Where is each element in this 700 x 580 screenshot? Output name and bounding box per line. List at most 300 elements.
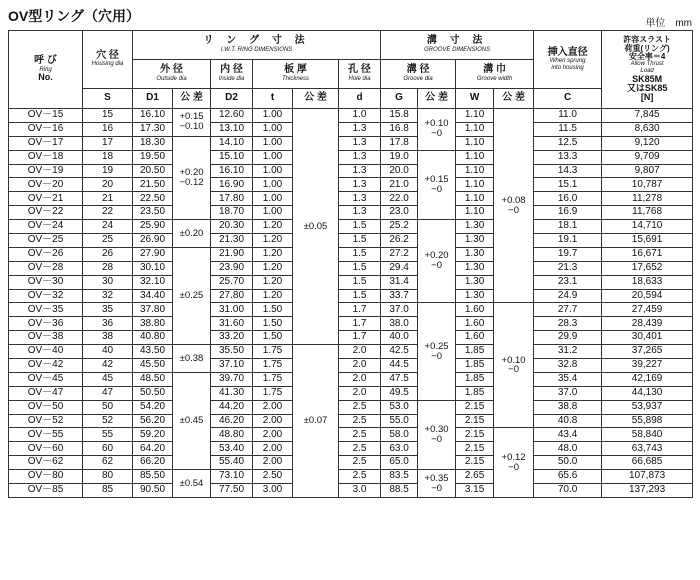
header-outside-dia: 外 径 Outside dia (133, 60, 211, 89)
table-row (9, 261, 693, 275)
header-insert-dia: 挿入直径 When sprung into housing (534, 31, 602, 89)
cell-thickness: 1.20 (253, 275, 293, 289)
cell-hole-dia: 1.7 (339, 331, 381, 345)
cell-groove-dia: 25.2 (381, 220, 418, 234)
table-row (9, 456, 693, 470)
cell-insert-dia: 16.9 (534, 206, 602, 220)
cell-thickness: 1.00 (253, 122, 293, 136)
cell-hole-dia: 2.0 (339, 359, 381, 373)
cell-outside-dia: 90.50 (133, 484, 173, 498)
sym-t: t (253, 89, 293, 109)
cell-thickness: 2.00 (253, 400, 293, 414)
cell-housing-dia: 36 (83, 317, 133, 331)
cell-housing-dia: 60 (83, 442, 133, 456)
cell-outside-dia: 30.10 (133, 261, 173, 275)
cell-groove-dia: 27.2 (381, 247, 418, 261)
cell-hole-dia: 2.0 (339, 372, 381, 386)
cell-inside-dia: 31.60 (211, 317, 253, 331)
cell-thickness: 2.00 (253, 442, 293, 456)
cell-thrust-load: 17,652 (602, 261, 693, 275)
cell-thrust-load: 63,743 (602, 442, 693, 456)
cell-hole-dia: 1.5 (339, 261, 381, 275)
cell-hole-dia: 2.5 (339, 414, 381, 428)
cell-outside-dia: 37.80 (133, 303, 173, 317)
tolerance-cell: +0.15 −0 (418, 150, 456, 219)
cell-inside-dia: 33.20 (211, 331, 253, 345)
tolerance-cell: ±0.38 (173, 345, 211, 373)
cell-hole-dia: 2.5 (339, 428, 381, 442)
table-row (9, 359, 693, 373)
cell-ring-no: OV－47 (9, 386, 83, 400)
cell-outside-dia: 23.50 (133, 206, 173, 220)
cell-groove-dia: 58.0 (381, 428, 418, 442)
cell-ring-no: OV－38 (9, 331, 83, 345)
sym-c: C (534, 89, 602, 109)
cell-groove-width: 1.60 (456, 317, 494, 331)
cell-inside-dia: 48.80 (211, 428, 253, 442)
cell-groove-dia: 53.0 (381, 400, 418, 414)
cell-insert-dia: 37.0 (534, 386, 602, 400)
cell-outside-dia: 20.50 (133, 164, 173, 178)
cell-groove-dia: 29.4 (381, 261, 418, 275)
cell-thrust-load: 11,768 (602, 206, 693, 220)
cell-thickness: 1.75 (253, 345, 293, 359)
tolerance-cell: +0.30 −0 (418, 400, 456, 469)
cell-thrust-load: 107,873 (602, 470, 693, 484)
cell-groove-dia: 33.7 (381, 289, 418, 303)
table-row (9, 331, 693, 345)
cell-inside-dia: 55.40 (211, 456, 253, 470)
cell-housing-dia: 22 (83, 206, 133, 220)
cell-thrust-load: 15,691 (602, 234, 693, 248)
cell-groove-width: 1.30 (456, 247, 494, 261)
cell-hole-dia: 1.3 (339, 164, 381, 178)
header-groove-dimensions: 溝 寸 法 GROOVE DIMENSIONS (381, 31, 534, 60)
cell-groove-dia: 63.0 (381, 442, 418, 456)
cell-thickness: 1.20 (253, 289, 293, 303)
cell-insert-dia: 43.4 (534, 428, 602, 442)
cell-thrust-load: 44,130 (602, 386, 693, 400)
cell-inside-dia: 15.10 (211, 150, 253, 164)
cell-housing-dia: 15 (83, 109, 133, 123)
cell-outside-dia: 54.20 (133, 400, 173, 414)
table-row (9, 470, 693, 484)
cell-insert-dia: 70.0 (534, 484, 602, 498)
table-row (9, 220, 693, 234)
cell-inside-dia: 16.10 (211, 164, 253, 178)
tolerance-cell: ±0.07 (293, 345, 339, 498)
cell-thrust-load: 18,633 (602, 275, 693, 289)
table-row (9, 275, 693, 289)
sym-g: G (381, 89, 418, 109)
cell-groove-dia: 55.0 (381, 414, 418, 428)
cell-inside-dia: 18.70 (211, 206, 253, 220)
sym-d: d (339, 89, 381, 109)
sym-s: S (83, 89, 133, 109)
cell-thickness: 1.50 (253, 331, 293, 345)
cell-ring-no: OV－52 (9, 414, 83, 428)
cell-outside-dia: 34.40 (133, 289, 173, 303)
cell-inside-dia: 25.70 (211, 275, 253, 289)
cell-inside-dia: 12.60 (211, 109, 253, 123)
cell-ring-no: OV－26 (9, 247, 83, 261)
cell-thrust-load: 11,278 (602, 192, 693, 206)
table-row (9, 109, 693, 123)
cell-outside-dia: 26.90 (133, 234, 173, 248)
table-row (9, 317, 693, 331)
cell-ring-no: OV－16 (9, 122, 83, 136)
table-row (9, 400, 693, 414)
cell-inside-dia: 41.30 (211, 386, 253, 400)
cell-thrust-load: 30,401 (602, 331, 693, 345)
tolerance-cell: ±0.05 (293, 109, 339, 345)
table-row (9, 178, 693, 192)
cell-insert-dia: 38.8 (534, 400, 602, 414)
tolerance-cell: +0.20 −0 (418, 220, 456, 303)
cell-thickness: 1.00 (253, 192, 293, 206)
cell-ring-no: OV－18 (9, 150, 83, 164)
table-row (9, 442, 693, 456)
cell-insert-dia: 21.3 (534, 261, 602, 275)
cell-outside-dia: 25.90 (133, 220, 173, 234)
table-row (9, 192, 693, 206)
cell-insert-dia: 12.5 (534, 136, 602, 150)
table-body (9, 109, 693, 498)
cell-groove-width: 2.15 (456, 414, 494, 428)
cell-groove-width: 1.10 (456, 122, 494, 136)
cell-groove-dia: 17.8 (381, 136, 418, 150)
cell-inside-dia: 17.80 (211, 192, 253, 206)
cell-hole-dia: 2.5 (339, 442, 381, 456)
cell-insert-dia: 11.0 (534, 109, 602, 123)
cell-groove-width: 1.10 (456, 136, 494, 150)
table-row (9, 386, 693, 400)
cell-inside-dia: 20.30 (211, 220, 253, 234)
cell-outside-dia: 17.30 (133, 122, 173, 136)
cell-groove-dia: 88.5 (381, 484, 418, 498)
cell-groove-width: 1.85 (456, 372, 494, 386)
cell-groove-width: 1.85 (456, 345, 494, 359)
table-row (9, 234, 693, 248)
cell-ring-no: OV－28 (9, 261, 83, 275)
cell-housing-dia: 17 (83, 136, 133, 150)
cell-inside-dia: 21.30 (211, 234, 253, 248)
cell-ring-no: OV－55 (9, 428, 83, 442)
tolerance-cell: ±0.54 (173, 470, 211, 498)
cell-hole-dia: 1.0 (339, 109, 381, 123)
unit-label: 単位 mm (645, 18, 692, 29)
cell-thrust-load: 66,685 (602, 456, 693, 470)
cell-housing-dia: 42 (83, 359, 133, 373)
cell-ring-no: OV－20 (9, 178, 83, 192)
cell-thrust-load: 7,845 (602, 109, 693, 123)
cell-thickness: 2.00 (253, 428, 293, 442)
cell-groove-width: 1.10 (456, 192, 494, 206)
cell-outside-dia: 32.10 (133, 275, 173, 289)
cell-thrust-load: 53,937 (602, 400, 693, 414)
cell-housing-dia: 21 (83, 192, 133, 206)
sym-w-tol: 公 差 (494, 89, 534, 109)
sym-d1-tol: 公 差 (173, 89, 211, 109)
cell-hole-dia: 2.5 (339, 400, 381, 414)
cell-thickness: 1.50 (253, 317, 293, 331)
cell-thickness: 1.20 (253, 220, 293, 234)
cell-groove-dia: 49.5 (381, 386, 418, 400)
cell-groove-width: 1.10 (456, 178, 494, 192)
cell-insert-dia: 16.0 (534, 192, 602, 206)
cell-thrust-load: 8,630 (602, 122, 693, 136)
cell-thickness: 1.20 (253, 261, 293, 275)
cell-insert-dia: 14.3 (534, 164, 602, 178)
cell-inside-dia: 35.50 (211, 345, 253, 359)
table-row (9, 345, 693, 359)
cell-hole-dia: 3.0 (339, 484, 381, 498)
cell-groove-width: 3.15 (456, 484, 494, 498)
table-row (9, 289, 693, 303)
header-groove-width: 溝 巾 Groove width (456, 60, 534, 89)
cell-thickness: 2.00 (253, 456, 293, 470)
tolerance-cell: ±0.45 (173, 372, 211, 469)
tolerance-cell: +0.15 −0.10 (173, 109, 211, 137)
cell-thrust-load: 58,840 (602, 428, 693, 442)
cell-outside-dia: 19.50 (133, 150, 173, 164)
cell-thickness: 1.00 (253, 150, 293, 164)
cell-insert-dia: 19.1 (534, 234, 602, 248)
cell-insert-dia: 24.9 (534, 289, 602, 303)
tolerance-cell: +0.10 −0 (494, 303, 534, 428)
cell-thickness: 1.50 (253, 303, 293, 317)
cell-inside-dia: 44.20 (211, 400, 253, 414)
cell-thrust-load: 9,709 (602, 150, 693, 164)
table-row (9, 136, 693, 150)
cell-thrust-load: 20,594 (602, 289, 693, 303)
cell-inside-dia: 46.20 (211, 414, 253, 428)
cell-groove-width: 2.65 (456, 470, 494, 484)
cell-insert-dia: 29.9 (534, 331, 602, 345)
cell-outside-dia: 56.20 (133, 414, 173, 428)
cell-groove-width: 1.10 (456, 150, 494, 164)
cell-hole-dia: 1.3 (339, 136, 381, 150)
cell-insert-dia: 23.1 (534, 275, 602, 289)
cell-thrust-load: 55,898 (602, 414, 693, 428)
cell-inside-dia: 14.10 (211, 136, 253, 150)
cell-outside-dia: 38.80 (133, 317, 173, 331)
cell-groove-dia: 44.5 (381, 359, 418, 373)
header-hole-dia: 孔 径 Hole dia (339, 60, 381, 89)
sym-g-tol: 公 差 (418, 89, 456, 109)
cell-groove-dia: 38.0 (381, 317, 418, 331)
header-inside-dia: 内 径 Inside dia (211, 60, 253, 89)
cell-ring-no: OV－50 (9, 400, 83, 414)
cell-thrust-load: 16,671 (602, 247, 693, 261)
tolerance-cell: +0.08 −0 (494, 109, 534, 303)
cell-inside-dia: 13.10 (211, 122, 253, 136)
sym-d2: D2 (211, 89, 253, 109)
cell-housing-dia: 25 (83, 234, 133, 248)
cell-ring-no: OV－36 (9, 317, 83, 331)
table-row (9, 247, 693, 261)
cell-hole-dia: 1.3 (339, 178, 381, 192)
cell-outside-dia: 50.50 (133, 386, 173, 400)
cell-groove-dia: 26.2 (381, 234, 418, 248)
cell-thrust-load: 9,807 (602, 164, 693, 178)
cell-insert-dia: 31.2 (534, 345, 602, 359)
cell-groove-dia: 37.0 (381, 303, 418, 317)
cell-hole-dia: 1.5 (339, 275, 381, 289)
sym-t-tol: 公 差 (293, 89, 339, 109)
tolerance-cell: +0.35 −0 (418, 470, 456, 498)
cell-outside-dia: 64.20 (133, 442, 173, 456)
cell-housing-dia: 52 (83, 414, 133, 428)
table-row (9, 150, 693, 164)
cell-thickness: 1.00 (253, 136, 293, 150)
header-groove-dia: 溝 径 Groove dia (381, 60, 456, 89)
cell-inside-dia: 39.70 (211, 372, 253, 386)
sym-d1: D1 (133, 89, 173, 109)
cell-thrust-load: 37,265 (602, 345, 693, 359)
cell-insert-dia: 27.7 (534, 303, 602, 317)
cell-thrust-load: 137,293 (602, 484, 693, 498)
cell-ring-no: OV－30 (9, 275, 83, 289)
tolerance-cell: +0.12 −0 (494, 428, 534, 497)
cell-groove-width: 1.30 (456, 220, 494, 234)
cell-hole-dia: 1.5 (339, 289, 381, 303)
cell-groove-dia: 15.8 (381, 109, 418, 123)
cell-inside-dia: 16.90 (211, 178, 253, 192)
cell-outside-dia: 59.20 (133, 428, 173, 442)
sym-w: W (456, 89, 494, 109)
cell-insert-dia: 35.4 (534, 372, 602, 386)
table-row (9, 122, 693, 136)
cell-groove-dia: 20.0 (381, 164, 418, 178)
cell-ring-no: OV－40 (9, 345, 83, 359)
cell-outside-dia: 66.20 (133, 456, 173, 470)
cell-outside-dia: 18.30 (133, 136, 173, 150)
cell-groove-dia: 40.0 (381, 331, 418, 345)
cell-insert-dia: 18.1 (534, 220, 602, 234)
cell-ring-no: OV－42 (9, 359, 83, 373)
cell-hole-dia: 1.3 (339, 150, 381, 164)
cell-groove-width: 1.30 (456, 289, 494, 303)
cell-inside-dia: 37.10 (211, 359, 253, 373)
cell-ring-no: OV－45 (9, 372, 83, 386)
table-row (9, 206, 693, 220)
cell-thickness: 1.75 (253, 386, 293, 400)
cell-insert-dia: 11.5 (534, 122, 602, 136)
cell-thrust-load: 28,439 (602, 317, 693, 331)
cell-thickness: 1.75 (253, 372, 293, 386)
cell-insert-dia: 13.3 (534, 150, 602, 164)
cell-housing-dia: 50 (83, 400, 133, 414)
cell-ring-no: OV－24 (9, 220, 83, 234)
cell-groove-dia: 47.5 (381, 372, 418, 386)
cell-groove-dia: 65.0 (381, 456, 418, 470)
cell-outside-dia: 27.90 (133, 247, 173, 261)
cell-ring-no: OV－22 (9, 206, 83, 220)
cell-housing-dia: 35 (83, 303, 133, 317)
cell-housing-dia: 16 (83, 122, 133, 136)
tolerance-cell: +0.25 −0 (418, 303, 456, 400)
cell-insert-dia: 48.0 (534, 442, 602, 456)
cell-groove-dia: 83.5 (381, 470, 418, 484)
cell-groove-width: 2.15 (456, 442, 494, 456)
cell-thickness: 1.00 (253, 109, 293, 123)
cell-outside-dia: 22.50 (133, 192, 173, 206)
cell-hole-dia: 2.0 (339, 345, 381, 359)
cell-outside-dia: 45.50 (133, 359, 173, 373)
cell-inside-dia: 27.80 (211, 289, 253, 303)
tolerance-cell: ±0.20 (173, 220, 211, 248)
cell-groove-width: 1.10 (456, 164, 494, 178)
cell-hole-dia: 1.7 (339, 317, 381, 331)
cell-thrust-load: 39,227 (602, 359, 693, 373)
cell-housing-dia: 80 (83, 470, 133, 484)
cell-thickness: 3.00 (253, 484, 293, 498)
cell-ring-no: OV－85 (9, 484, 83, 498)
cell-groove-width: 1.30 (456, 234, 494, 248)
table-row (9, 164, 693, 178)
cell-groove-dia: 22.0 (381, 192, 418, 206)
cell-housing-dia: 40 (83, 345, 133, 359)
cell-housing-dia: 62 (83, 456, 133, 470)
cell-outside-dia: 85.50 (133, 470, 173, 484)
cell-thrust-load: 9,120 (602, 136, 693, 150)
cell-housing-dia: 55 (83, 428, 133, 442)
tolerance-cell: ±0.25 (173, 247, 211, 344)
cell-thickness: 1.00 (253, 164, 293, 178)
ring-spec-table (8, 30, 693, 498)
header-housing: 穴 径 Housing dia (83, 31, 133, 89)
cell-thickness: 1.20 (253, 234, 293, 248)
cell-outside-dia: 43.50 (133, 345, 173, 359)
cell-groove-width: 1.10 (456, 206, 494, 220)
header-nominal: 呼 び Ring No. (9, 31, 83, 109)
cell-inside-dia: 21.90 (211, 247, 253, 261)
cell-outside-dia: 48.50 (133, 372, 173, 386)
cell-groove-dia: 23.0 (381, 206, 418, 220)
cell-hole-dia: 1.5 (339, 247, 381, 261)
cell-groove-width: 1.10 (456, 109, 494, 123)
cell-groove-dia: 19.0 (381, 150, 418, 164)
cell-housing-dia: 24 (83, 220, 133, 234)
cell-outside-dia: 16.10 (133, 109, 173, 123)
cell-groove-width: 2.15 (456, 456, 494, 470)
cell-ring-no: OV－60 (9, 442, 83, 456)
cell-groove-dia: 16.8 (381, 122, 418, 136)
cell-thrust-load: 27,459 (602, 303, 693, 317)
cell-housing-dia: 19 (83, 164, 133, 178)
cell-inside-dia: 77.50 (211, 484, 253, 498)
cell-housing-dia: 18 (83, 150, 133, 164)
header-thrust-load: 許容スラスト 荷重(リング) 安全率＝4 Allow Thrust Load SK85M 又はSK85 [N] (602, 31, 693, 109)
cell-housing-dia: 26 (83, 247, 133, 261)
cell-ring-no: OV－19 (9, 164, 83, 178)
cell-housing-dia: 85 (83, 484, 133, 498)
cell-hole-dia: 1.7 (339, 303, 381, 317)
cell-ring-no: OV－32 (9, 289, 83, 303)
cell-inside-dia: 73.10 (211, 470, 253, 484)
table-row (9, 428, 693, 442)
table-row (9, 372, 693, 386)
tolerance-cell: +0.20 −0.12 (173, 136, 211, 219)
cell-groove-width: 1.30 (456, 261, 494, 275)
cell-insert-dia: 19.7 (534, 247, 602, 261)
cell-ring-no: OV－21 (9, 192, 83, 206)
cell-hole-dia: 1.3 (339, 206, 381, 220)
cell-thickness: 1.00 (253, 206, 293, 220)
cell-thickness: 1.75 (253, 359, 293, 373)
cell-outside-dia: 40.80 (133, 331, 173, 345)
